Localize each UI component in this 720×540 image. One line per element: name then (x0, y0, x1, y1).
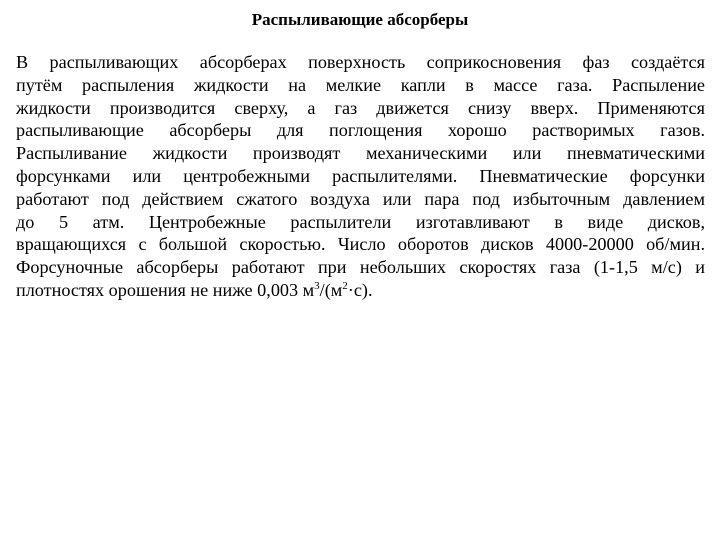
paragraph-line: форсунками или центробежными распылителями. Пневматические форсунки (16, 165, 705, 186)
paragraph-line: работают под действием сжатого воздуха или пара под избыточным давлением (16, 188, 705, 209)
page-title: Распыливающие абсорберы (251, 10, 469, 29)
paragraph-line: до 5 атм. Центробежные распылители изготавливают в виде дисков, (16, 211, 705, 232)
paragraph-line: Форсуночные абсорберы работают при небольших скоростях газа (1-1,5 м/с) и (16, 257, 705, 278)
last-line-text: ·с). (347, 279, 373, 300)
paragraph-line: распыливающие абсорберы для поглощения хорошо растворимых газов. (16, 120, 705, 141)
superscript-cubed: 3 (314, 279, 320, 292)
paragraph-last-line (16, 279, 705, 302)
paragraph-line: вращающихся с большой скоростью. Число оборотов дисков 4000-20000 об/мин. (16, 234, 705, 255)
body-paragraph (16, 51, 705, 302)
superscript-squared: 2 (342, 279, 348, 292)
paragraph-line: Распыливание жидкости производят механическими или пневматическими (16, 143, 705, 164)
last-line-text: /(м (319, 279, 343, 300)
last-line-text: плотностях орошения не ниже 0,003 м (16, 279, 315, 300)
paragraph-line: В распыливающих абсорберах поверхность соприкосновения фаз создаётся (16, 52, 705, 72)
paragraph-line: путём распыления жидкости на мелкие капли в массе газа. Распыление (16, 74, 705, 95)
paragraph-line: жидкости производится сверху, а газ движется снизу вверх. Применяются (16, 97, 705, 118)
